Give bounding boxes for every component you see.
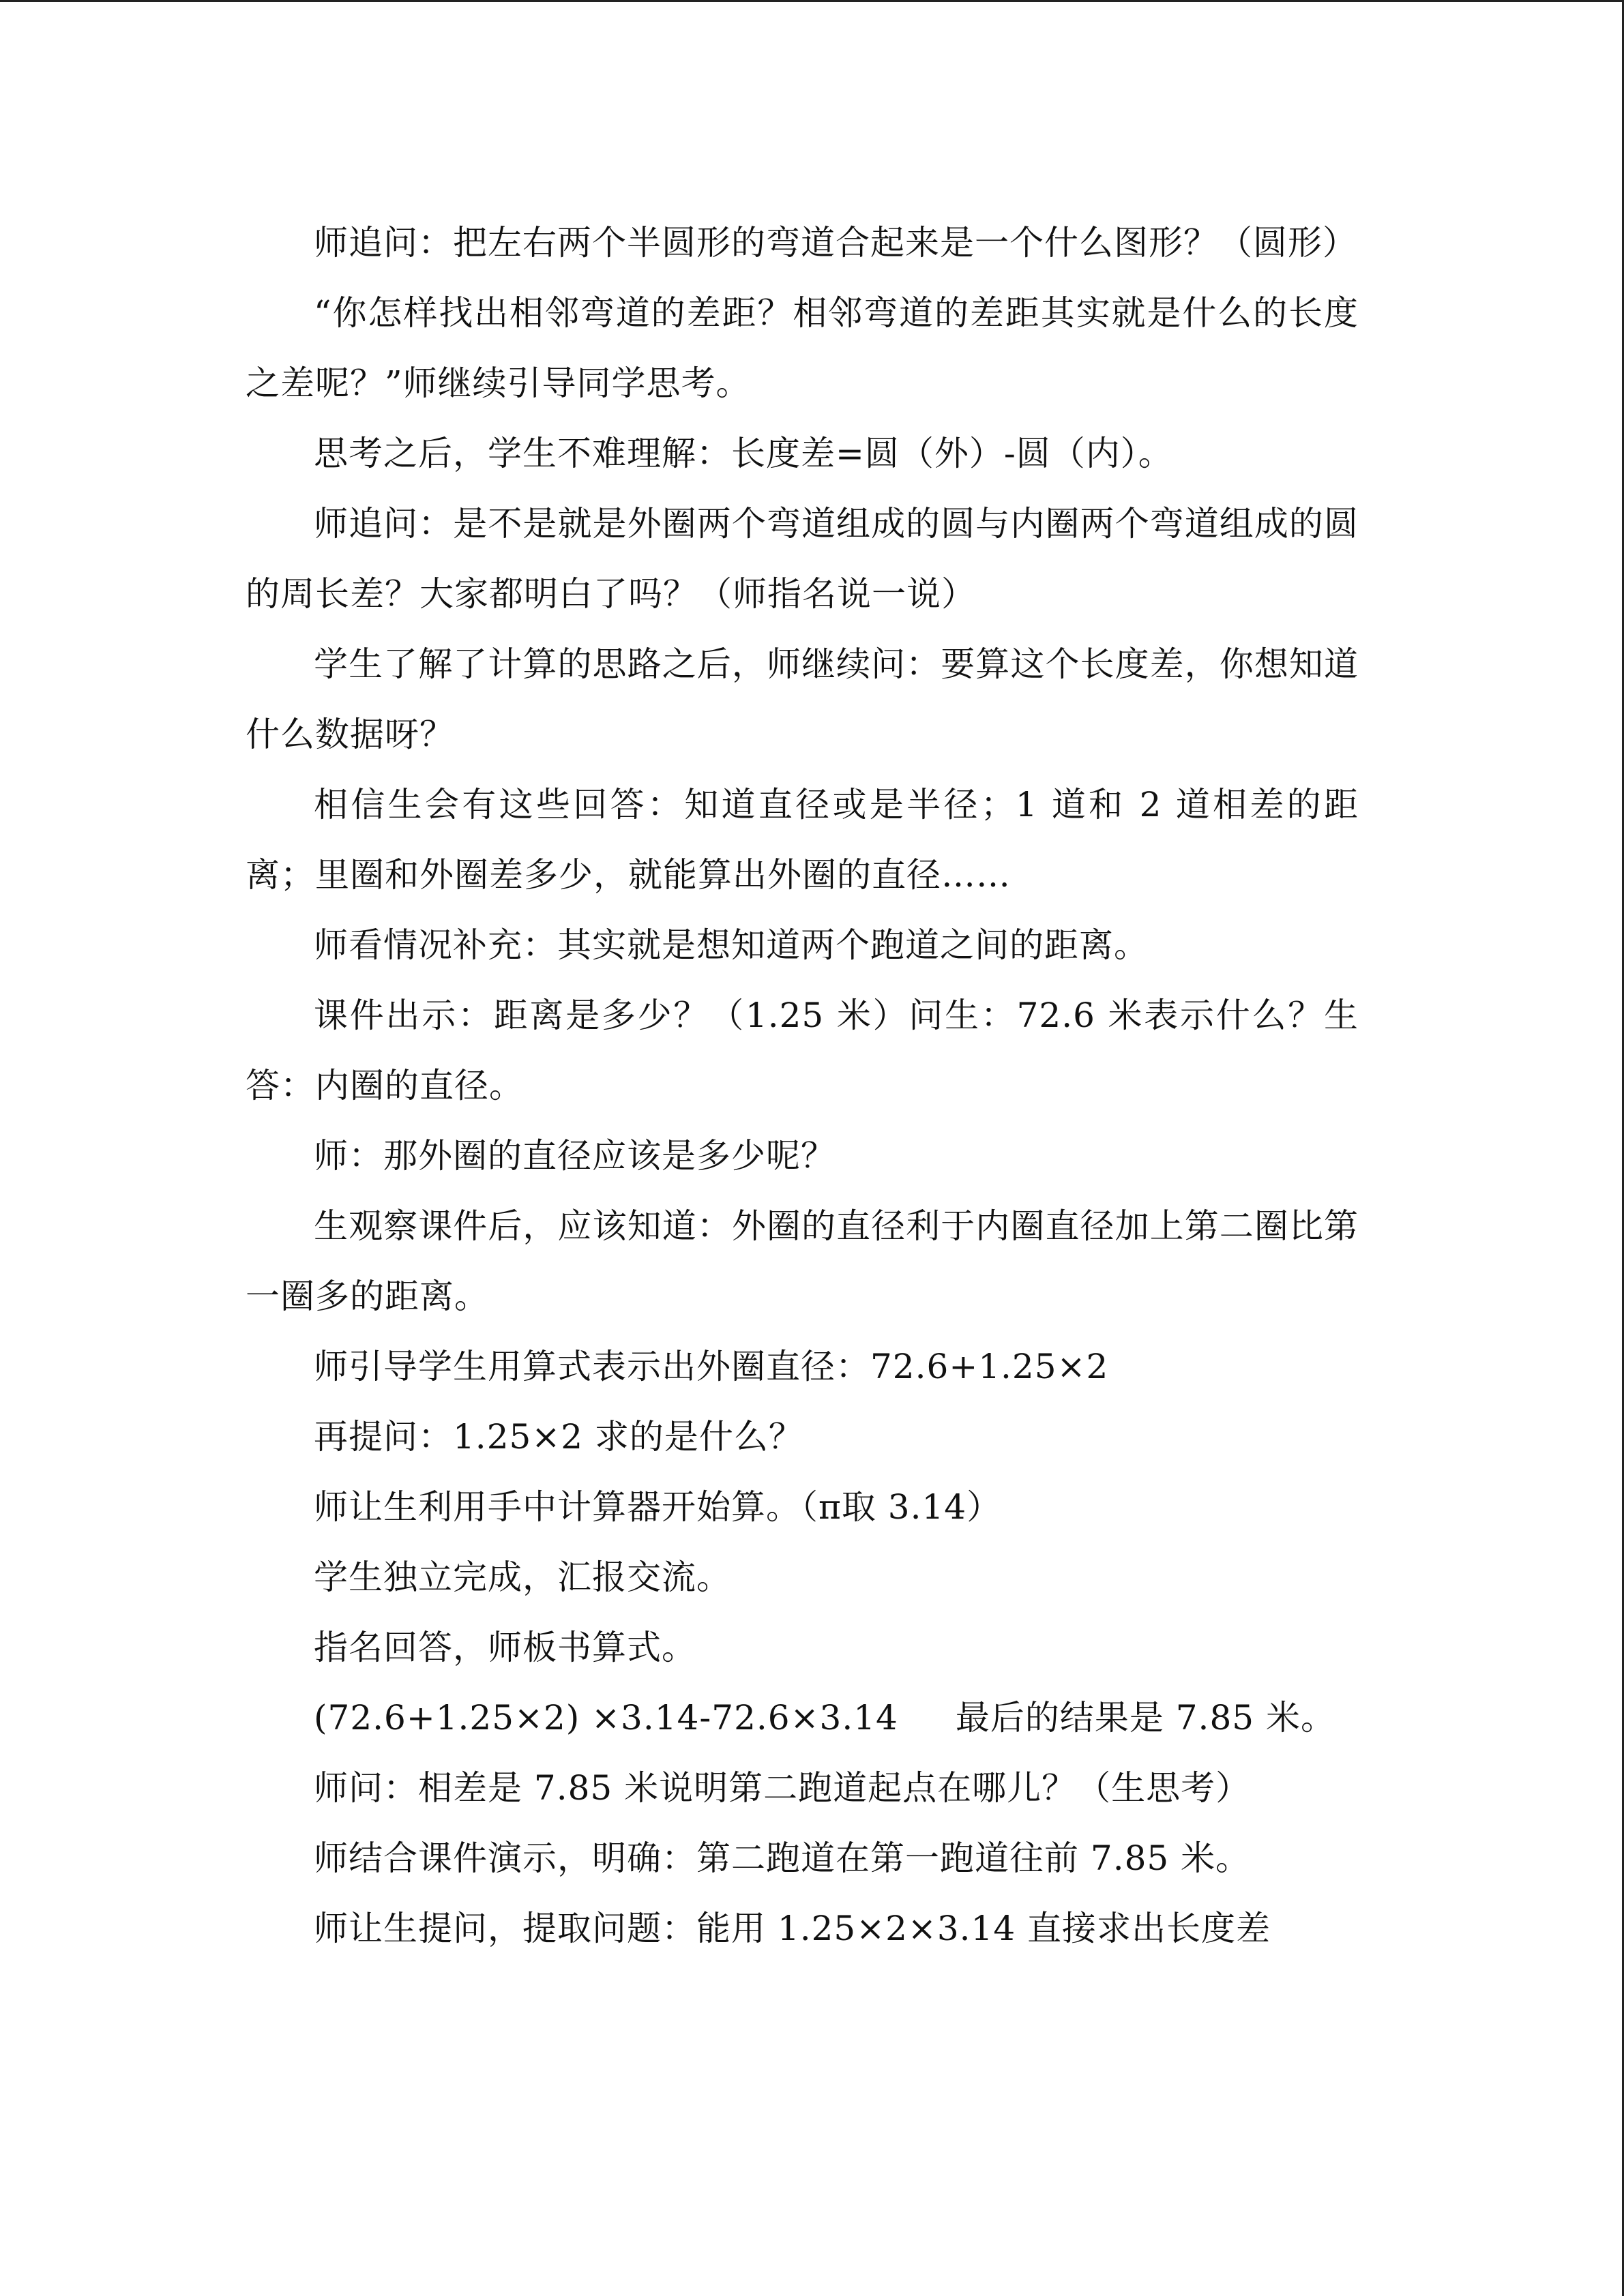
document-body <box>246 208 1359 1964</box>
paragraph-5: 学生了解了计算的思路之后，师继续问：要算这个长度差，你想知道什么数据呀？ <box>246 644 1359 754</box>
paragraph-11: 师引导学生用算式表示出外圈直径：72.6+1.25×2 <box>314 1347 1109 1386</box>
paragraph-19: 师让生提问，提取问题：能用 1.25×2×3.14 直接求出长度差 <box>314 1909 1271 1948</box>
paragraph-13: 师让生利用手中计算器开始算。（π取 3.14） <box>314 1487 1002 1527</box>
paragraph-9: 师：那外圈的直径应该是多少呢？ <box>314 1136 836 1176</box>
formula-result: 最后的结果是 7.85 米。 <box>955 1698 1335 1738</box>
formula-line <box>246 1683 1359 1753</box>
paragraph-2: “你怎样找出相邻弯道的差距？相邻弯道的差距其实就是什么的长度之差呢？”师继续引导同学思考。 <box>246 293 1359 403</box>
paragraph-18: 师结合课件演示，明确：第二跑道在第一跑道往前 7.85 米。 <box>314 1838 1251 1878</box>
paragraph-17: 师问：相差是 7.85 米说明第二跑道起点在哪儿？（生思考） <box>314 1768 1251 1808</box>
paragraph-10: 生观察课件后，应该知道：外圈的直径利于内圈直径加上第二圈比第一圈多的距离。 <box>246 1206 1359 1316</box>
paragraph-7: 师看情况补充：其实就是想知道两个跑道之间的距离。 <box>314 925 1149 965</box>
paragraph-6: 相信生会有这些回答：知道直径或是半径；1 道和 2 道相差的距离；里圈和外圈差多少，就能算出外圈的直径…… <box>246 785 1359 895</box>
paragraph-4: 师追问：是不是就是外圈两个弯道组成的圆与内圈两个弯道组成的圆的周长差？大家都明白了吗？（师指名说一说） <box>246 504 1359 614</box>
paragraph-12: 再提问：1.25×2 求的是什么？ <box>314 1417 803 1457</box>
paragraph-14: 学生独立完成，汇报交流。 <box>314 1557 731 1597</box>
formula-expression: (72.6+1.25×2) ×3.14-72.6×3.14 <box>314 1698 898 1738</box>
paragraph-15: 指名回答，师板书算式。 <box>314 1628 696 1667</box>
paragraph-1: 师追问：把左右两个半圆形的弯道合起来是一个什么图形？（圆形） <box>314 223 1357 263</box>
paragraph-8: 课件出示：距离是多少？（1.25 米）问生：72.6 米表示什么？生答：内圈的直径。 <box>246 996 1359 1105</box>
paragraph-3: 思考之后，学生不难理解：长度差=圆（外）-圆（内）。 <box>314 434 1173 473</box>
